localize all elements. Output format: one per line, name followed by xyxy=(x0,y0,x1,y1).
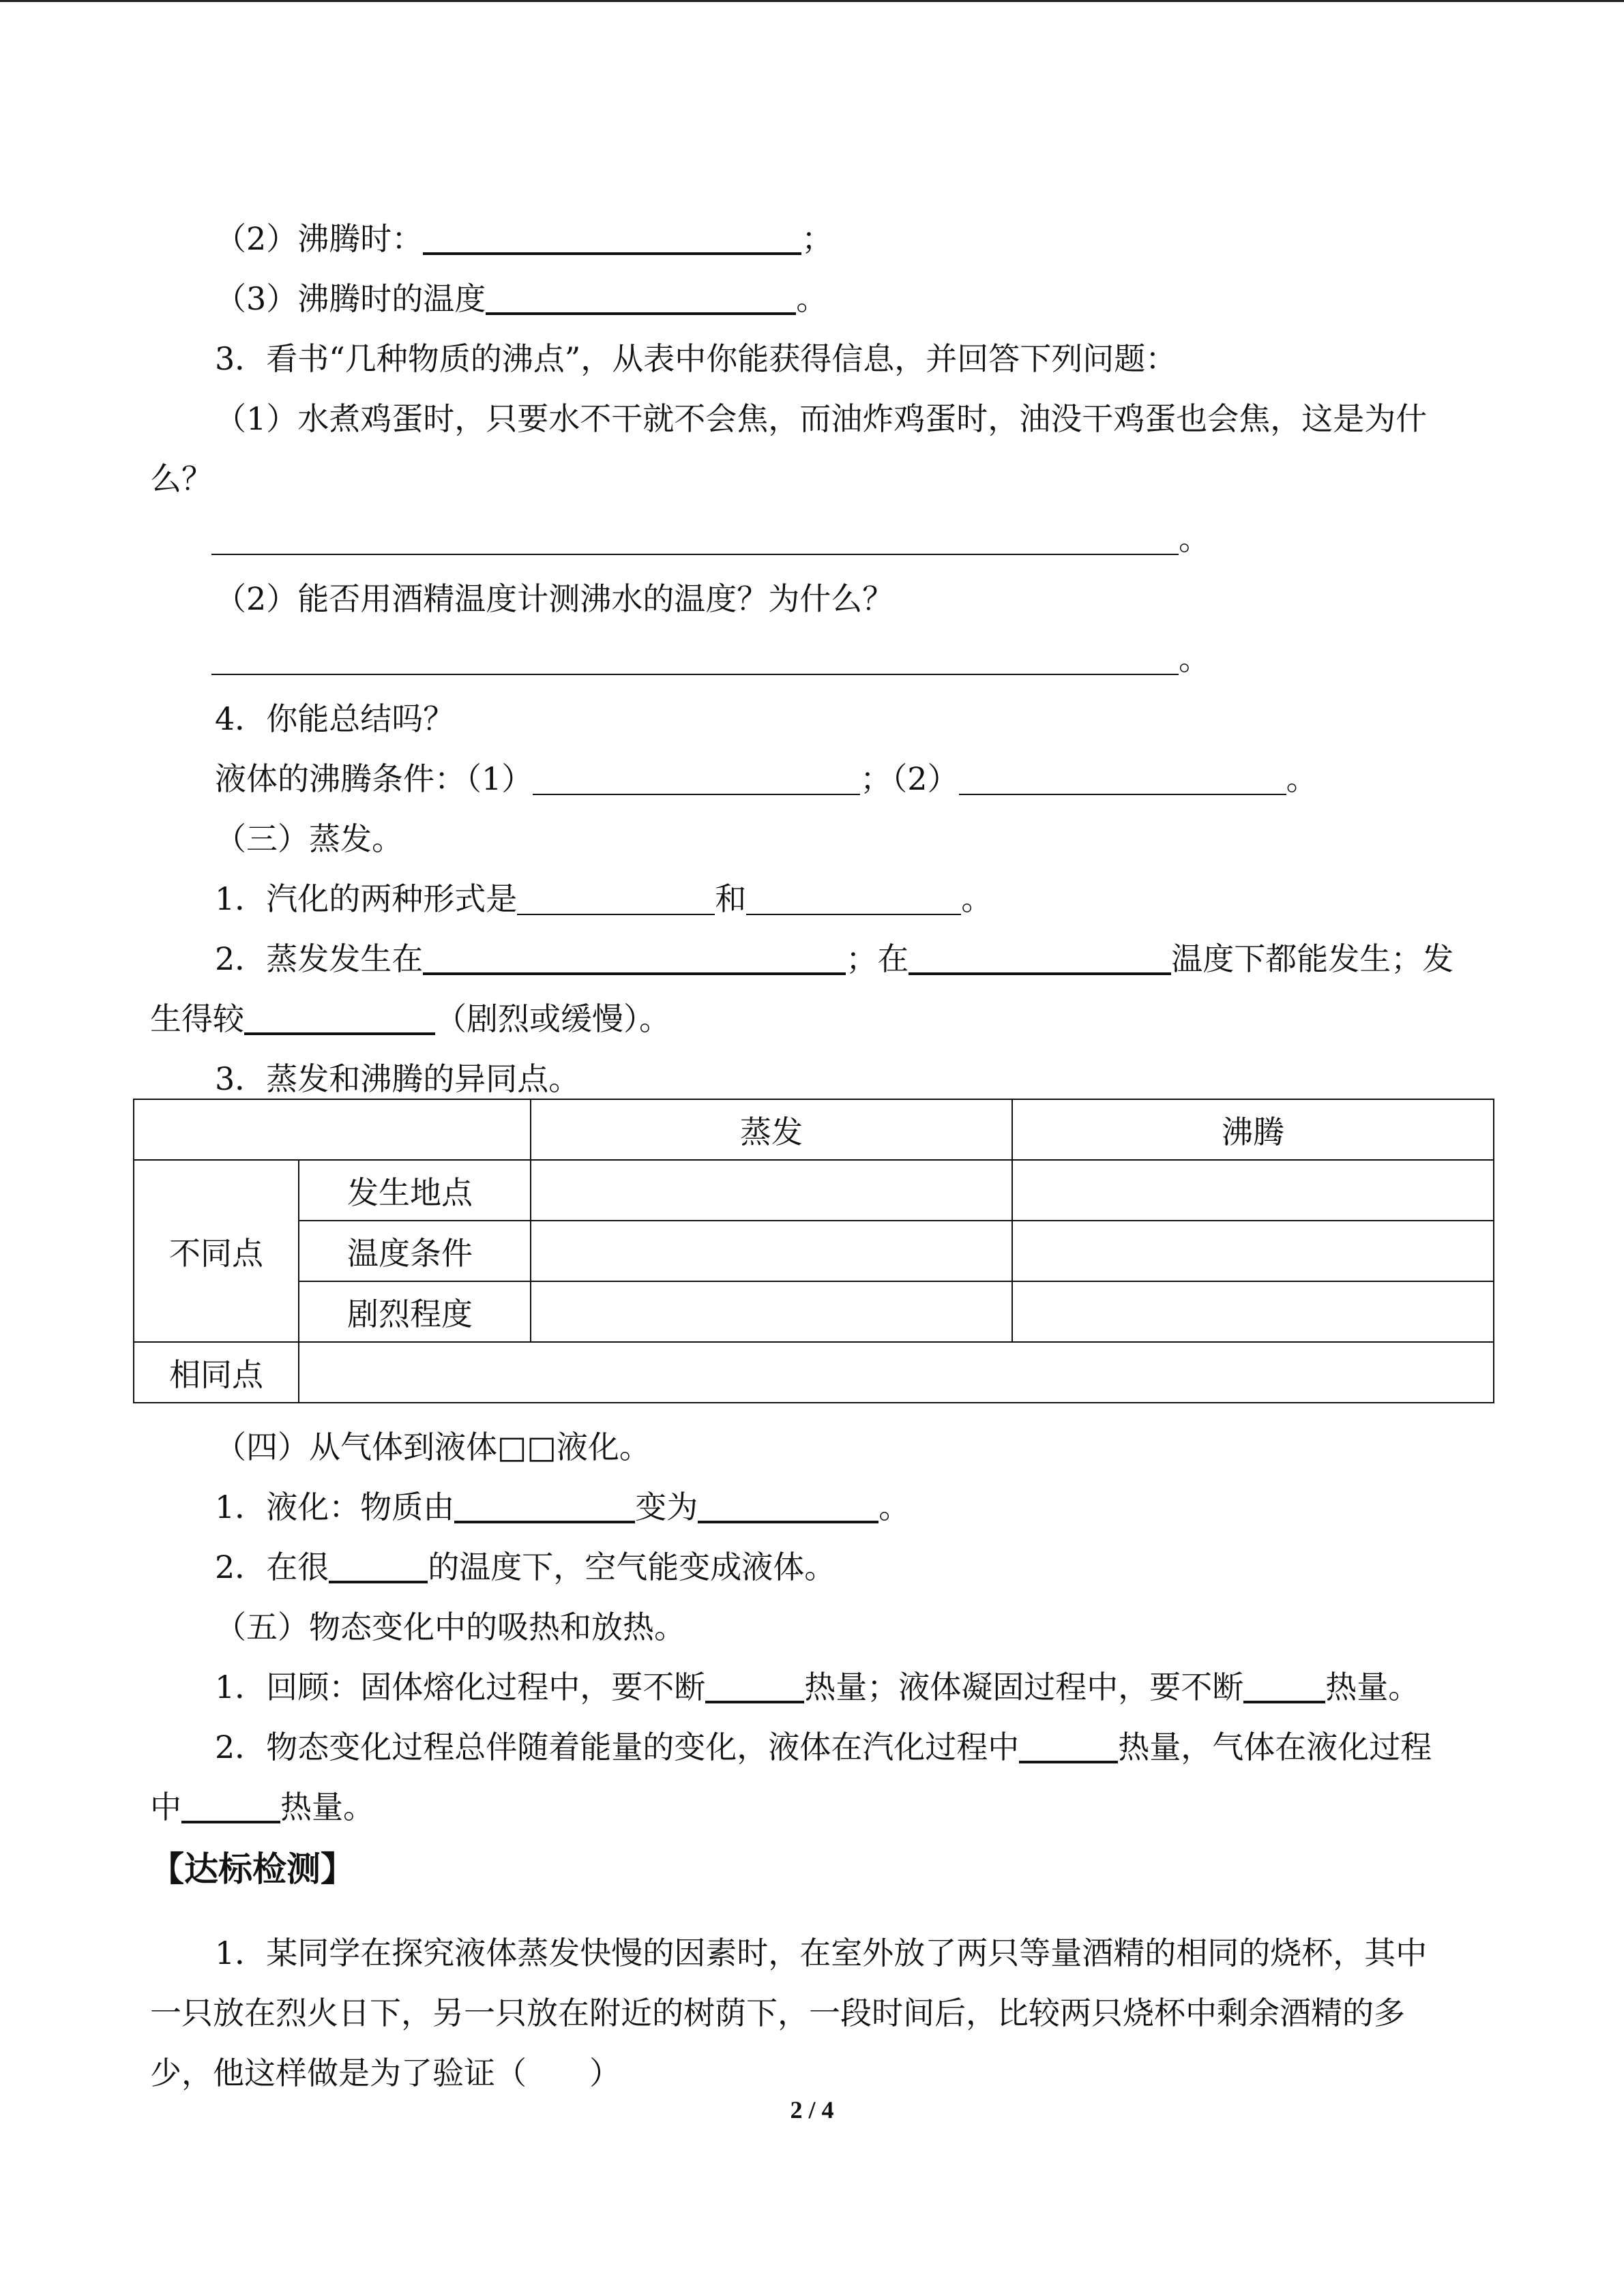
answer-blank[interactable] xyxy=(211,641,1179,675)
answer-blank[interactable] xyxy=(486,280,796,315)
section-liquefaction-title: （四）从气体到液体□□液化。 xyxy=(215,1429,651,1465)
table-row xyxy=(134,1160,1494,1221)
answer-blank[interactable] xyxy=(705,1668,804,1703)
answer-blank[interactable] xyxy=(959,761,1286,795)
col-header-evaporation: 蒸发 xyxy=(531,1099,1012,1160)
evaporation-q2: 2．蒸发发生在 ；在 温度下都能发生；发 xyxy=(215,940,1454,977)
row-label-intensity: 剧烈程度 xyxy=(299,1281,531,1342)
page-number: 2 / 4 xyxy=(790,2096,834,2123)
question-4: 4．你能总结吗？ xyxy=(215,700,455,737)
table-cell[interactable] xyxy=(1012,1281,1494,1342)
boiling-q2: （2）沸腾时： ； xyxy=(215,220,833,257)
answer-blank[interactable] xyxy=(454,1488,635,1523)
table-row xyxy=(134,1281,1494,1342)
evaporation-q3: 3．蒸发和沸腾的异同点。 xyxy=(215,1060,580,1097)
table-cell[interactable] xyxy=(531,1221,1012,1281)
question-3-sub1-cont: 么？ xyxy=(150,460,213,497)
table-row xyxy=(134,1342,1494,1403)
question-3-sub1-answer: 。 xyxy=(211,515,1210,563)
table-cell[interactable] xyxy=(1012,1160,1494,1221)
answer-blank[interactable] xyxy=(181,1788,280,1823)
answer-blank[interactable] xyxy=(211,521,1179,555)
evaporation-q2-cont: 生得较 （剧烈或缓慢）。 xyxy=(150,1000,670,1037)
row-label-location: 发生地点 xyxy=(299,1160,531,1221)
answer-blank[interactable] xyxy=(1243,1668,1325,1703)
table-cell[interactable] xyxy=(531,1160,1012,1221)
question-3-sub2-answer: 。 xyxy=(211,635,1210,683)
liquefaction-q2: 2．在很 的温度下，空气能变成液体。 xyxy=(215,1549,836,1585)
comparison-table xyxy=(133,1099,1494,1403)
boiling-q3: （3）沸腾时的温度 。 xyxy=(215,280,828,317)
question-3-sub1: （1）水煮鸡蛋时，只要水不干就不会焦，而油炸鸡蛋时，油没干鸡蛋也会焦，这是为什 xyxy=(215,400,1428,437)
col-header-boiling: 沸腾 xyxy=(1012,1099,1494,1160)
answer-blank[interactable] xyxy=(746,881,961,915)
answer-blank[interactable] xyxy=(423,220,801,255)
table-cell[interactable] xyxy=(531,1281,1012,1342)
heat-q2: 2．物态变化过程总伴随着能量的变化，液体在汽化过程中 热量，气体在液化过程 xyxy=(215,1729,1432,1765)
section-heat-title: （五）物态变化中的吸热和放热。 xyxy=(215,1609,685,1645)
answer-blank[interactable] xyxy=(517,881,715,915)
answer-blank[interactable] xyxy=(698,1488,879,1523)
section-evaporation-title: （三）蒸发。 xyxy=(215,820,403,857)
table-row xyxy=(134,1221,1494,1281)
answer-blank[interactable] xyxy=(909,940,1171,975)
table-cell[interactable] xyxy=(299,1342,1494,1403)
answer-blank[interactable] xyxy=(329,1548,428,1583)
section-heading-test: 【达标检测】 xyxy=(150,1849,355,1889)
answer-blank[interactable] xyxy=(533,761,860,795)
answer-blank[interactable] xyxy=(1019,1728,1118,1763)
table-header-row xyxy=(134,1099,1494,1160)
question-3: 3．看书“几种物质的沸点”，从表中你能获得信息，并回答下列问题： xyxy=(215,340,1177,377)
row-header-similarities: 相同点 xyxy=(134,1342,299,1403)
boiling-conditions: 液体的沸腾条件：（1） ；（2） 。 xyxy=(215,760,1318,797)
heat-q2-cont: 中 热量。 xyxy=(150,1789,374,1825)
table-cell[interactable] xyxy=(1012,1221,1494,1281)
question-3-sub2: （2）能否用酒精温度计测沸水的温度？为什么？ xyxy=(215,580,894,617)
answer-blank[interactable] xyxy=(423,940,846,975)
answer-blank[interactable] xyxy=(244,1000,435,1035)
test-q1-line2: 一只放在烈火日下，另一只放在附近的树荫下，一段时间后，比较两只烧杯中剩余酒精的多 xyxy=(150,1995,1405,2031)
evaporation-q1: 1．汽化的两种形式是 和 。 xyxy=(215,880,993,917)
liquefaction-q1: 1．液化：物质由 变为 。 xyxy=(215,1489,911,1525)
test-q1-line3: 少，他这样做是为了验证（ ） xyxy=(150,2055,621,2091)
table-corner-cell xyxy=(134,1099,531,1160)
row-label-temperature: 温度条件 xyxy=(299,1221,531,1281)
heat-q1: 1．回顾：固体熔化过程中，要不断 热量；液体凝固过程中，要不断 热量。 xyxy=(215,1669,1420,1705)
row-header-differences: 不同点 xyxy=(134,1160,299,1342)
test-q1-line1: 1．某同学在探究液体蒸发快慢的因素时，在室外放了两只等量酒精的相同的烧杯，其中 xyxy=(215,1935,1428,1971)
